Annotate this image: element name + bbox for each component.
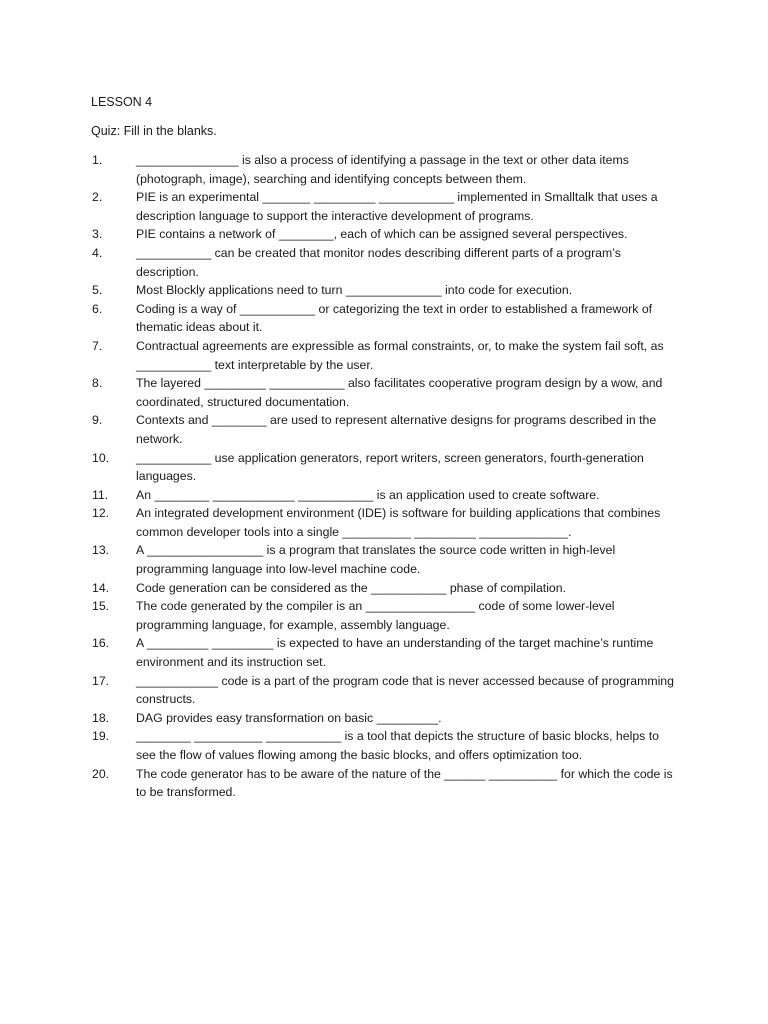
question-number: 16. [92, 636, 110, 651]
question-text: ____________ code is a part of the program code that is never accessed because of programming constructs. [136, 673, 678, 707]
question-text: ________ __________ ___________ is a tool that depicts the structure of basic blocks, helps to see the flow of values flowing among the basic blocks, and offers optimization too. [136, 729, 663, 762]
lesson-title: LESSON 4 [91, 95, 153, 109]
question-number: 18. [92, 710, 110, 725]
question-item [92, 486, 682, 505]
question-item [92, 188, 682, 225]
question-text: An integrated development environment (IDE) is software for building applications that combines common developer tools into a single __________ _________ _____________. [136, 506, 664, 539]
question-item [92, 449, 682, 486]
question-text: A _________ _________ is expected to have an understanding of the target machine’s runtime environment and its instruction set. [136, 636, 657, 670]
question-item [92, 709, 682, 728]
question-item [92, 337, 682, 374]
question-item [92, 634, 682, 671]
question-text: ___________ can be created that monitor nodes describing different parts of a program’s description. [136, 245, 625, 279]
question-number: 3. [92, 227, 103, 242]
question-item [92, 504, 682, 541]
question-item [92, 151, 682, 188]
question-text: _______________ is also a process of identifying a passage in the text or other data items (photograph, image), searching and identifying concepts between them. [136, 153, 633, 186]
question-number: 11. [92, 487, 109, 502]
question-text: Contexts and ________ are used to represent alternative designs for programs described in the network. [136, 413, 660, 446]
question-item [92, 727, 682, 764]
question-text: The layered _________ ___________ also facilitates cooperative program design by a wow, and coordinated, structured documentation. [136, 376, 666, 409]
question-text: The code generated by the compiler is an ________________ code of some lower-level programming language, for example, assembly language. [136, 599, 618, 632]
question-text: An ________ ____________ ___________ is an application used to create software. [136, 487, 600, 502]
question-item [92, 225, 682, 244]
question-item [92, 374, 682, 411]
question-number: 19. [92, 729, 110, 744]
question-item [92, 411, 682, 448]
question-item [92, 541, 682, 578]
question-text: Contractual agreements are expressible as formal constraints, or, to make the system fail soft, as ___________ text interpretable by the user. [136, 338, 668, 372]
question-number: 14. [92, 580, 110, 595]
question-text: The code generator has to be aware of the nature of the ______ __________ for which the code is to be transformed. [136, 766, 677, 800]
question-text: PIE is an experimental _______ _________ ___________ implemented in Smalltalk that uses a description language to support the interactive development of programs. [136, 190, 662, 223]
question-item [92, 672, 682, 709]
question-item [92, 244, 682, 281]
question-number: 13. [92, 543, 110, 558]
question-number: 4. [92, 245, 103, 260]
question-number: 6. [92, 301, 103, 316]
question-number: 5. [92, 283, 103, 298]
question-list [92, 151, 682, 802]
question-item [92, 579, 682, 598]
question-number: 9. [92, 413, 103, 428]
question-text: Coding is a way of ___________ or categorizing the text in order to established a framework of thematic ideas about it. [136, 301, 656, 335]
question-text: A _________________ is a program that translates the source code written in high-level programming language into low-level machine code. [136, 543, 619, 577]
question-number: 12. [92, 506, 110, 521]
question-item [92, 281, 682, 300]
question-number: 15. [92, 599, 110, 614]
question-number: 1. [92, 153, 103, 167]
question-number: 7. [92, 338, 103, 353]
question-item [92, 300, 682, 337]
question-number: 8. [92, 376, 103, 391]
question-text: ___________ use application generators, report writers, screen generators, fourth-generation languages. [136, 450, 648, 484]
question-number: 10. [92, 450, 110, 465]
question-number: 2. [92, 190, 103, 205]
question-text: Code generation can be considered as the ___________ phase of compilation. [136, 580, 567, 595]
question-number: 20. [92, 766, 110, 781]
question-item [92, 597, 682, 634]
question-text: DAG provides easy transformation on basic _________. [136, 710, 442, 725]
question-item [92, 765, 682, 802]
question-text: Most Blockly applications need to turn ______________ into code for execution. [136, 283, 573, 298]
question-text: PIE contains a network of ________, each of which can be assigned several perspectives. [136, 227, 628, 242]
quiz-heading: Quiz: Fill in the blanks. [91, 124, 217, 138]
question-number: 17. [92, 673, 110, 688]
